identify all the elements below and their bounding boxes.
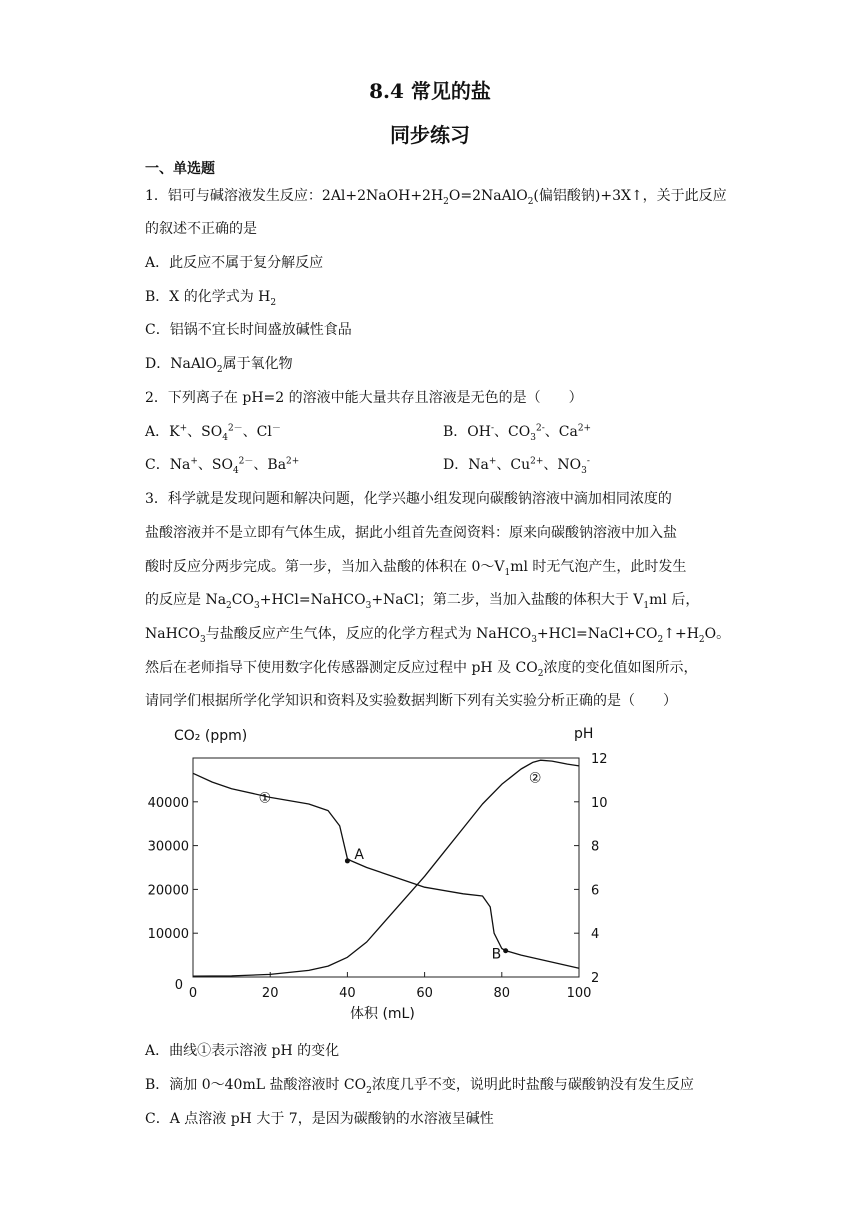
point-b-marker — [503, 948, 508, 953]
q3-line5: NaHCO$_3$与盐酸反应产生气体，反应的化学方程式为 $NaHCO_3+HCl=NaCl+CO_2↑+H_2O$。 — [145, 626, 731, 645]
y-left-tick-label: 30000 — [147, 839, 189, 855]
x-tick-label: 20 — [261, 986, 279, 1001]
x-axis-label: 体积 (mL) — [350, 1006, 415, 1022]
q3-line2: 盐酸溶液并不是立即有气体生成，据此小组首先查阅资料：原来向碳酸钠溶液中加入盐 — [145, 525, 677, 541]
y-right-tick-label: 4 — [591, 927, 600, 943]
q1-option-c: C．铝锅不宜长时间盛放碱性食品 — [145, 322, 352, 338]
y-left-tick-label: 0 — [174, 978, 183, 993]
q1-stem-line2: 的叙述不正确的是 — [145, 221, 257, 237]
q1-option-b: B．X 的化学式为 $H_2$ — [145, 289, 277, 308]
section-heading: 一、单选题 — [145, 161, 215, 177]
q2-option-b: B．OH-、$CO_3^{2-}$、$Ca^{2+}$ — [443, 423, 592, 443]
doc-title: 8.4 常见的盐 — [369, 79, 491, 103]
y-left-tick-label: 40000 — [147, 795, 189, 811]
x-tick-label: 40 — [339, 986, 356, 1001]
doc-subtitle: 同步练习 — [390, 123, 470, 147]
point-a-marker — [345, 858, 350, 863]
co2-ph-chart — [147, 718, 620, 1028]
y-left-tick-label: 20000 — [147, 883, 189, 899]
y-right-axis-label: pH — [574, 726, 594, 742]
series-line-1 — [193, 770, 579, 968]
y-right-tick-label: 6 — [591, 883, 600, 899]
q2-option-a: A．K+、$SO_4^{2-}$、Cl－ — [145, 423, 281, 443]
y-right-tick-label: 2 — [591, 971, 600, 986]
q3-option-b: B．滴加 0～40mL 盐酸溶液时 $CO_2$浓度几乎不变，说明此时盐酸与碳酸钠没有发生反应 — [145, 1077, 694, 1096]
y-right-tick-label: 12 — [591, 752, 608, 767]
q3-option-a: A．曲线①表示溶液 pH 的变化 — [145, 1043, 340, 1059]
x-tick-label: 0 — [188, 986, 198, 1001]
y-right-tick-label: 10 — [591, 795, 608, 811]
series-1-label: ① — [258, 790, 272, 807]
q3-line7: 请同学们根据所学化学知识和资料及实验数据判断下列有关实验分析正确的是（ ） — [145, 693, 677, 709]
q3-line3: 酸时反应分两步完成。第一步，当加入盐酸的体积在 $0\sim V_1ml$ 时无气泡产生，此时发生 — [145, 559, 687, 578]
y-right-tick-label: 8 — [591, 839, 600, 855]
y-left-tick-label: 10000 — [147, 927, 189, 943]
q1-stem-line1: 1．铝可与碱溶液发生反应：$2Al+2NaOH+2H_2O=2NaAlO_2$(偏铝酸钠)+3X↑，关于此反应 — [145, 188, 727, 207]
plot-frame — [193, 758, 579, 977]
q3-line1: 3．科学就是发现问题和解决问题，化学兴趣小组发现向碳酸钠溶液中滴加相同浓度的 — [145, 491, 672, 507]
x-tick-label: 80 — [493, 986, 511, 1001]
point-a-label: A — [354, 846, 364, 863]
q2-option-d: D．Na+、$Cu^{2+}$、$NO_3^-$ — [443, 456, 590, 476]
x-tick-label: 60 — [416, 986, 433, 1001]
point-b-label: B — [491, 946, 502, 963]
q1-option-a: A．此反应不属于复分解反应 — [145, 255, 324, 271]
q1-option-d: D．NaAlO$_2$属于氧化物 — [145, 356, 293, 375]
series-2-label: ② — [528, 770, 542, 787]
q3-line6: 然后在老师指导下使用数字化传感器测定反应过程中 pH 及 $CO_2$浓度的变化值如图所示， — [145, 660, 698, 679]
y-left-axis-label: CO₂ (ppm) — [174, 728, 248, 744]
q2-stem: 2．下列离子在 pH=2 的溶液中能大量共存且溶液是无色的是（ ） — [145, 390, 583, 406]
q2-option-c: C．Na+、$SO_4^{2-}$、$Ba^{2+}$ — [145, 456, 300, 476]
q3-option-c: C．A 点溶液 pH 大于 7，是因为碳酸钠的水溶液呈碱性 — [145, 1111, 494, 1127]
x-tick-label: 100 — [566, 986, 592, 1001]
q3-line4: 的反应是 $Na_2CO_3+HCl=NaHCO_3+NaCl$；第二步，当加入盐酸的体积大于 $V_1ml$ 后， — [145, 592, 700, 611]
